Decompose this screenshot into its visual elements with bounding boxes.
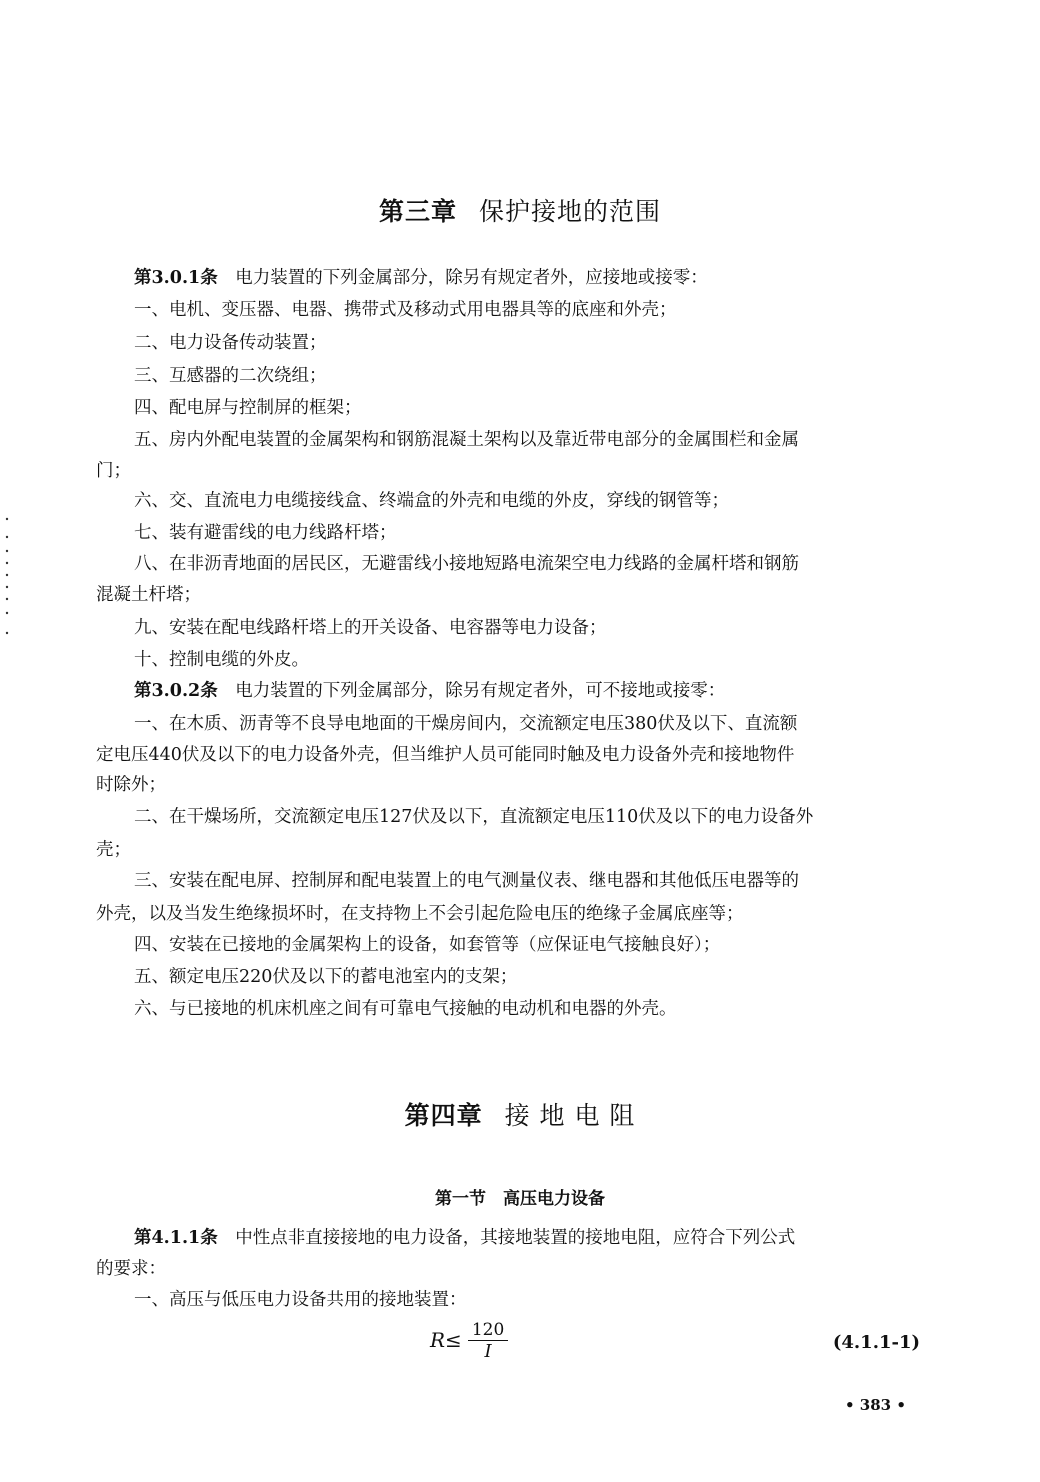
chapter-3-title xyxy=(0,192,1040,228)
chapter-4-name: 接 地 电 阻 xyxy=(504,1101,636,1130)
article-text: 电力装置的下列金属部分，除另有规定者外，可不接地或接零： xyxy=(235,681,726,701)
text-line: 六、与已接地的机床机座之间有可靠电气接触的电动机和电器的外壳。 xyxy=(134,999,677,1019)
chapter-3-number: 第三章 xyxy=(378,197,457,226)
page-number: • 383 • xyxy=(845,1396,906,1414)
text-line: 九、安装在配电线路杆塔上的开关设备、电容器等电力设备； xyxy=(134,618,607,638)
article-3-0-2 xyxy=(134,679,932,703)
text-line: 的要求： xyxy=(96,1259,166,1279)
text-line: 定电压440伏及以下的电力设备外壳，但当维护人员可能同时触及电力设备外壳和接地物件 xyxy=(96,745,795,765)
text-line: 二、电力设备传动装置； xyxy=(134,333,327,353)
formula-lhs: R≤ xyxy=(430,1328,462,1352)
formula-numerator: 120 xyxy=(468,1320,508,1341)
text-line: 三、互感器的二次绕组； xyxy=(134,366,327,386)
text-line: 四、配电屏与控制屏的框架； xyxy=(134,398,362,418)
text-line: 四、安装在已接地的金属架构上的设备，如套管等（应保证电气接触良好）； xyxy=(134,935,721,955)
text-line: 十、控制电缆的外皮。 xyxy=(134,650,309,670)
text-line: 一、电机、变压器、电器、携带式及移动式用电器具等的底座和外壳； xyxy=(134,300,677,320)
text-line: 七、装有避雷线的电力线路杆塔； xyxy=(134,523,397,543)
text-line: 混凝土杆塔； xyxy=(96,585,201,605)
chapter-3-name: 保护接地的范围 xyxy=(479,197,662,226)
text-line: 八、在非沥青地面的居民区，无避雷线小接地短路电流架空电力线路的金属杆塔和钢筋 xyxy=(134,554,799,574)
text-line: 壳； xyxy=(96,840,131,860)
article-number: 第3.0.2条 xyxy=(134,681,218,701)
text-line: 一、在木质、沥青等不良导电地面的干燥房间内，交流额定电压380伏及以下、直流额 xyxy=(134,714,798,734)
text-line: 时除外； xyxy=(96,775,166,795)
article-text: 电力装置的下列金属部分，除另有规定者外，应接地或接零： xyxy=(235,268,708,288)
text-line: 一、高压与低压电力设备共用的接地装置： xyxy=(134,1290,467,1310)
section-1-title: 第一节 高压电力设备 xyxy=(435,1189,605,1209)
chapter-4-number: 第四章 xyxy=(404,1101,483,1130)
formula-fraction xyxy=(468,1320,508,1363)
text-line: 五、额定电压220伏及以下的蓄电池室内的支架； xyxy=(134,967,518,987)
text-line: 外壳，以及当发生绝缘损坏时，在支持物上不会引起危险电压的绝缘子金属底座等； xyxy=(96,904,744,924)
text-line: 门； xyxy=(96,461,131,481)
article-number: 第3.0.1条 xyxy=(134,268,218,288)
binding-margin-marks xyxy=(6,515,14,645)
text-line: 五、房内外配电装置的金属架构和钢筋混凝土架构以及靠近带电部分的金属围栏和金属 xyxy=(134,430,799,450)
article-4-1-1 xyxy=(134,1226,932,1250)
article-number: 第4.1.1条 xyxy=(134,1228,218,1248)
formula-4-1-1-1 xyxy=(430,1320,508,1363)
text-line: 二、在干燥场所，交流额定电压127伏及以下，直流额定电压110伏及以下的电力设备外 xyxy=(134,807,814,827)
chapter-4-title xyxy=(0,1096,1040,1132)
article-3-0-1 xyxy=(134,266,932,290)
article-text: 中性点非直接接地的电力设备，其接地装置的接地电阻，应符合下列公式 xyxy=(235,1228,796,1248)
formula-number: (4.1.1-1) xyxy=(832,1332,920,1353)
text-line: 三、安装在配电屏、控制屏和配电装置上的电气测量仪表、继电器和其他低压电器等的 xyxy=(134,871,799,891)
formula-denominator: I xyxy=(484,1341,492,1362)
text-line: 六、交、直流电力电缆接线盒、终端盒的外壳和电缆的外皮，穿线的钢管等； xyxy=(134,491,729,511)
